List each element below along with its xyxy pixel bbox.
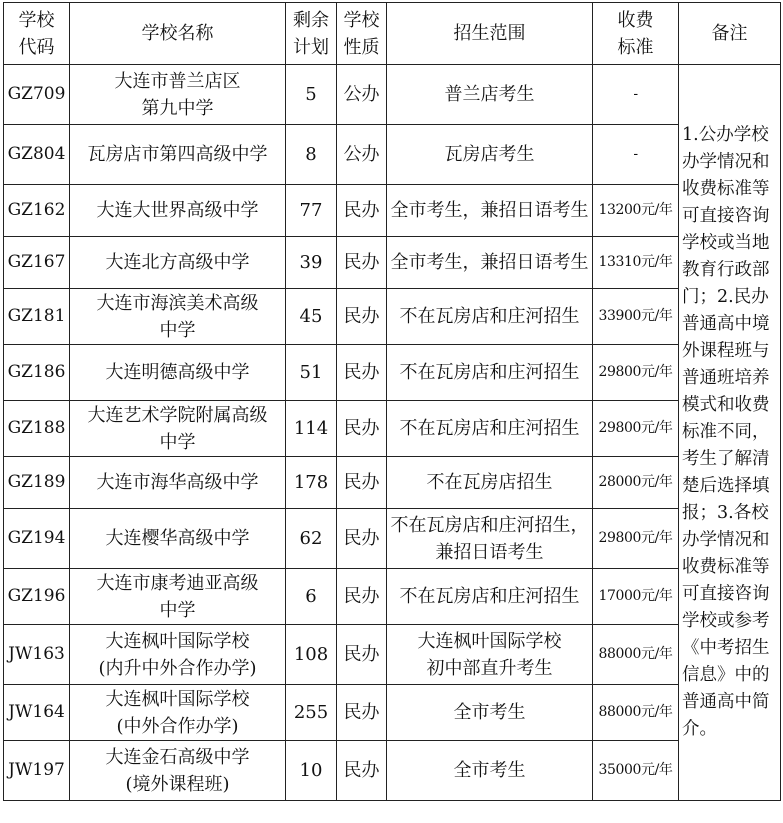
table-row	[4, 741, 781, 801]
range-line: 不在瓦房店招生	[426, 472, 553, 493]
enrollment-range	[387, 125, 593, 185]
table-row	[4, 625, 781, 685]
school-name	[70, 457, 286, 509]
remarks-cell: 1.公办学校办学情况和收费标准等可直接咨询学校或当地教育行政部门；2.民办普通高中境外课程班与普通班培养模式和收费标准不同，考生了解清楚后选择填报；3.各校办学情况和收费标准等可直接咨询学校或参考《中考招生信息》中的普通高中简介。	[679, 65, 781, 801]
name-line: 大连市海华高级中学	[96, 472, 259, 493]
name-line: 大连枫叶国际学校	[105, 688, 250, 710]
school-nature: 民办	[337, 345, 387, 401]
school-nature: 民办	[337, 685, 387, 741]
admission-table	[3, 2, 781, 801]
range-line: 全市考生	[453, 702, 526, 723]
remaining-plan: 10	[286, 741, 337, 801]
enrollment-range	[387, 289, 593, 345]
school-code: GZ194	[4, 509, 70, 569]
school-nature: 民办	[337, 457, 387, 509]
enrollment-range	[387, 509, 593, 569]
header-row	[4, 3, 781, 65]
school-nature: 民办	[337, 185, 387, 237]
name-line: 中学	[159, 599, 196, 621]
school-nature: 民办	[337, 509, 387, 569]
table-row	[4, 509, 781, 569]
school-name	[70, 685, 286, 741]
table-row	[4, 65, 781, 125]
school-nature: 民办	[337, 741, 387, 801]
name-line: 大连金石高级中学	[105, 746, 250, 768]
school-nature: 民办	[337, 289, 387, 345]
fee-standard: 29800元/年	[593, 345, 679, 401]
school-nature: 民办	[337, 401, 387, 457]
enrollment-range	[387, 457, 593, 509]
school-nature: 民办	[337, 237, 387, 289]
name-line: 中学	[159, 431, 196, 453]
range-line: 不在瓦房店和庄河招生	[399, 418, 580, 439]
range-line: 大连枫叶国际学校	[417, 630, 562, 652]
name-line: 大连艺术学院附属高级	[87, 404, 268, 426]
name-line: 中学	[159, 319, 196, 341]
remaining-plan: 62	[286, 509, 337, 569]
enrollment-range	[387, 65, 593, 125]
header-school-nature: 学校 性质	[337, 3, 387, 65]
range-line: 全市考生，兼招日语考生	[390, 200, 589, 221]
school-nature: 民办	[337, 625, 387, 685]
enrollment-range	[387, 237, 593, 289]
enrollment-range	[387, 569, 593, 625]
remaining-plan: 6	[286, 569, 337, 625]
remaining-plan: 178	[286, 457, 337, 509]
enrollment-range	[387, 625, 593, 685]
school-code: GZ804	[4, 125, 70, 185]
remaining-plan: 255	[286, 685, 337, 741]
remaining-plan: 51	[286, 345, 337, 401]
range-line: 不在瓦房店和庄河招生	[399, 586, 580, 607]
header-school-code: 学校 代码	[4, 3, 70, 65]
school-nature: 公办	[337, 65, 387, 125]
header-remaining-plan: 剩余 计划	[286, 3, 337, 65]
school-name	[70, 401, 286, 457]
remaining-plan: 8	[286, 125, 337, 185]
range-line: 不在瓦房店和庄河招生	[399, 306, 580, 327]
name-line: 第九中学	[141, 97, 214, 119]
school-code: GZ188	[4, 401, 70, 457]
name-line: 大连大世界高级中学	[96, 200, 259, 221]
name-line: (中外合作办学)	[116, 715, 239, 737]
table-row	[4, 569, 781, 625]
school-code: JW164	[4, 685, 70, 741]
school-name	[70, 289, 286, 345]
school-name	[70, 125, 286, 185]
enrollment-range	[387, 741, 593, 801]
range-line: 全市考生，兼招日语考生	[390, 252, 589, 273]
table-row	[4, 185, 781, 237]
enrollment-range	[387, 345, 593, 401]
range-line: 全市考生	[453, 760, 526, 781]
table-body	[4, 65, 781, 801]
fee-standard: 88000元/年	[593, 625, 679, 685]
school-code: GZ196	[4, 569, 70, 625]
school-nature: 民办	[337, 569, 387, 625]
table-row	[4, 401, 781, 457]
fee-standard: 13310元/年	[593, 237, 679, 289]
school-nature: 公办	[337, 125, 387, 185]
fee-standard: 29800元/年	[593, 509, 679, 569]
fee-standard: 28000元/年	[593, 457, 679, 509]
name-line: 大连市海滨美术高级	[96, 292, 259, 314]
school-code: GZ181	[4, 289, 70, 345]
range-line: 初中部直升考生	[426, 657, 553, 679]
table-row	[4, 237, 781, 289]
header-fee-standard: 收费 标准	[593, 3, 679, 65]
school-name	[70, 185, 286, 237]
fee-standard: -	[593, 125, 679, 185]
fee-standard: 29800元/年	[593, 401, 679, 457]
table-row	[4, 125, 781, 185]
table-row	[4, 289, 781, 345]
school-name	[70, 741, 286, 801]
enrollment-range	[387, 685, 593, 741]
name-line: 大连樱华高级中学	[105, 528, 250, 549]
enrollment-range	[387, 401, 593, 457]
range-line: 瓦房店考生	[444, 144, 535, 165]
school-name	[70, 625, 286, 685]
remaining-plan: 114	[286, 401, 337, 457]
remaining-plan: 39	[286, 237, 337, 289]
name-line: 大连明德高级中学	[105, 362, 250, 383]
remaining-plan: 45	[286, 289, 337, 345]
school-code: GZ162	[4, 185, 70, 237]
range-line: 普兰店考生	[444, 84, 535, 105]
fee-standard: 88000元/年	[593, 685, 679, 741]
remaining-plan: 5	[286, 65, 337, 125]
fee-standard: 33900元/年	[593, 289, 679, 345]
fee-standard: 17000元/年	[593, 569, 679, 625]
name-line: (内升中外合作办学)	[98, 657, 257, 679]
school-code: JW163	[4, 625, 70, 685]
name-line: 大连枫叶国际学校	[105, 630, 250, 652]
range-line: 不在瓦房店和庄河招生	[399, 362, 580, 383]
name-line: 大连北方高级中学	[105, 252, 250, 273]
school-code: GZ189	[4, 457, 70, 509]
header-school-name: 学校名称	[70, 3, 286, 65]
school-name	[70, 509, 286, 569]
remaining-plan: 77	[286, 185, 337, 237]
fee-standard: 35000元/年	[593, 741, 679, 801]
remaining-plan: 108	[286, 625, 337, 685]
table-row	[4, 457, 781, 509]
name-line: 大连市普兰店区	[114, 70, 241, 92]
table-row	[4, 685, 781, 741]
fee-standard: 13200元/年	[593, 185, 679, 237]
table-row	[4, 345, 781, 401]
school-code: JW197	[4, 741, 70, 801]
name-line: 大连市康考迪亚高级	[96, 572, 259, 594]
enrollment-range	[387, 185, 593, 237]
school-name	[70, 65, 286, 125]
header-enrollment-range: 招生范围	[387, 3, 593, 65]
school-code: GZ709	[4, 65, 70, 125]
range-line: 兼招日语考生	[435, 541, 544, 563]
header-remarks: 备注	[679, 3, 781, 65]
fee-standard: -	[593, 65, 679, 125]
name-line: (境外课程班)	[125, 773, 230, 795]
school-code: GZ167	[4, 237, 70, 289]
school-name	[70, 237, 286, 289]
name-line: 瓦房店市第四高级中学	[87, 144, 268, 165]
school-name	[70, 569, 286, 625]
range-line: 不在瓦房店和庄河招生，	[390, 514, 589, 536]
school-name	[70, 345, 286, 401]
school-code: GZ186	[4, 345, 70, 401]
